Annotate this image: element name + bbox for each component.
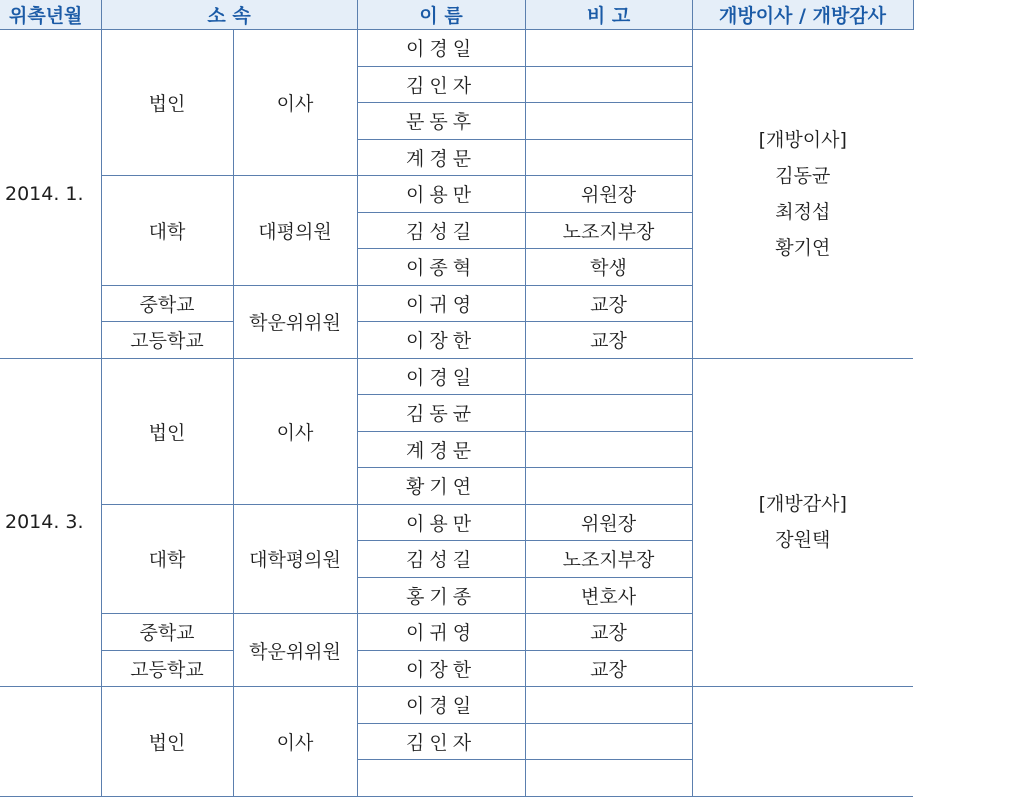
header-name: 이 름 bbox=[357, 0, 525, 30]
open-director-name: 최정섭 bbox=[775, 200, 831, 223]
appointment-date: 2014. 3. bbox=[0, 358, 101, 687]
member-remark bbox=[525, 358, 692, 395]
affiliation-role: 학운위위원 bbox=[233, 614, 357, 687]
header-open: 개방이사 / 개방감사 bbox=[692, 0, 913, 30]
affiliation-org: 중학교 bbox=[101, 614, 233, 651]
table-row bbox=[0, 358, 913, 395]
affiliation-org: 법인 bbox=[101, 30, 233, 176]
member-remark: 학생 bbox=[525, 249, 692, 286]
member-remark bbox=[525, 66, 692, 103]
affiliation-org: 법인 bbox=[101, 358, 233, 504]
member-remark bbox=[525, 687, 692, 724]
member-name: 이장한 bbox=[357, 650, 525, 687]
member-name: 김인자 bbox=[357, 66, 525, 103]
member-remark: 변호사 bbox=[525, 577, 692, 614]
header-affiliation: 소 속 bbox=[101, 0, 357, 30]
affiliation-role: 대학평의원 bbox=[233, 504, 357, 614]
member-remark: 교장 bbox=[525, 285, 692, 322]
member-remark: 교장 bbox=[525, 614, 692, 651]
affiliation-org: 법인 bbox=[101, 687, 233, 797]
affiliation-org: 대학 bbox=[101, 504, 233, 614]
member-name: 문동후 bbox=[357, 103, 525, 140]
member-name: 계경문 bbox=[357, 431, 525, 468]
member-remark bbox=[525, 431, 692, 468]
header-remark: 비 고 bbox=[525, 0, 692, 30]
affiliation-role: 이사 bbox=[233, 687, 357, 797]
affiliation-role: 대평의원 bbox=[233, 176, 357, 286]
affiliation-role: 학운위위원 bbox=[233, 285, 357, 358]
open-director-name: 김동균 bbox=[775, 164, 831, 187]
member-name: 이경일 bbox=[357, 30, 525, 67]
appointment-date: 2014. 1. bbox=[0, 30, 101, 359]
header-date: 위촉년월 bbox=[0, 0, 101, 30]
member-remark: 위원장 bbox=[525, 504, 692, 541]
member-name bbox=[357, 760, 525, 797]
affiliation-org: 고등학교 bbox=[101, 322, 233, 359]
member-name: 이경일 bbox=[357, 687, 525, 724]
member-name: 황기연 bbox=[357, 468, 525, 505]
open-director-title: [개방이사] bbox=[758, 128, 847, 151]
appointment-date bbox=[0, 687, 101, 797]
table-row bbox=[0, 30, 913, 67]
open-director-cell bbox=[692, 30, 913, 359]
affiliation-org: 고등학교 bbox=[101, 650, 233, 687]
open-member-cell bbox=[692, 687, 913, 797]
member-remark bbox=[525, 468, 692, 505]
member-remark: 노조지부장 bbox=[525, 541, 692, 578]
member-name: 홍기종 bbox=[357, 577, 525, 614]
member-remark: 교장 bbox=[525, 322, 692, 359]
member-remark bbox=[525, 723, 692, 760]
member-name: 이용만 bbox=[357, 176, 525, 213]
open-auditor-cell bbox=[692, 358, 913, 687]
member-name: 이귀영 bbox=[357, 614, 525, 651]
open-auditor-name: 장원택 bbox=[775, 529, 831, 552]
member-remark bbox=[525, 760, 692, 797]
open-director-name: 황기연 bbox=[775, 236, 831, 259]
member-name: 김성길 bbox=[357, 541, 525, 578]
member-name: 김인자 bbox=[357, 723, 525, 760]
header-row bbox=[0, 0, 913, 30]
member-name: 이경일 bbox=[357, 358, 525, 395]
open-auditor-title: [개방감사] bbox=[758, 493, 847, 516]
member-name: 김동균 bbox=[357, 395, 525, 432]
member-name: 이종혁 bbox=[357, 249, 525, 286]
member-name: 이귀영 bbox=[357, 285, 525, 322]
affiliation-org: 중학교 bbox=[101, 285, 233, 322]
table-row bbox=[0, 687, 913, 724]
member-name: 이용만 bbox=[357, 504, 525, 541]
member-remark bbox=[525, 30, 692, 67]
member-name: 계경문 bbox=[357, 139, 525, 176]
member-remark bbox=[525, 139, 692, 176]
member-remark bbox=[525, 395, 692, 432]
member-remark: 교장 bbox=[525, 650, 692, 687]
member-remark: 위원장 bbox=[525, 176, 692, 213]
member-name: 김성길 bbox=[357, 212, 525, 249]
affiliation-role: 이사 bbox=[233, 30, 357, 176]
member-remark bbox=[525, 103, 692, 140]
member-name: 이장한 bbox=[357, 322, 525, 359]
affiliation-org: 대학 bbox=[101, 176, 233, 286]
member-remark: 노조지부장 bbox=[525, 212, 692, 249]
affiliation-role: 이사 bbox=[233, 358, 357, 504]
